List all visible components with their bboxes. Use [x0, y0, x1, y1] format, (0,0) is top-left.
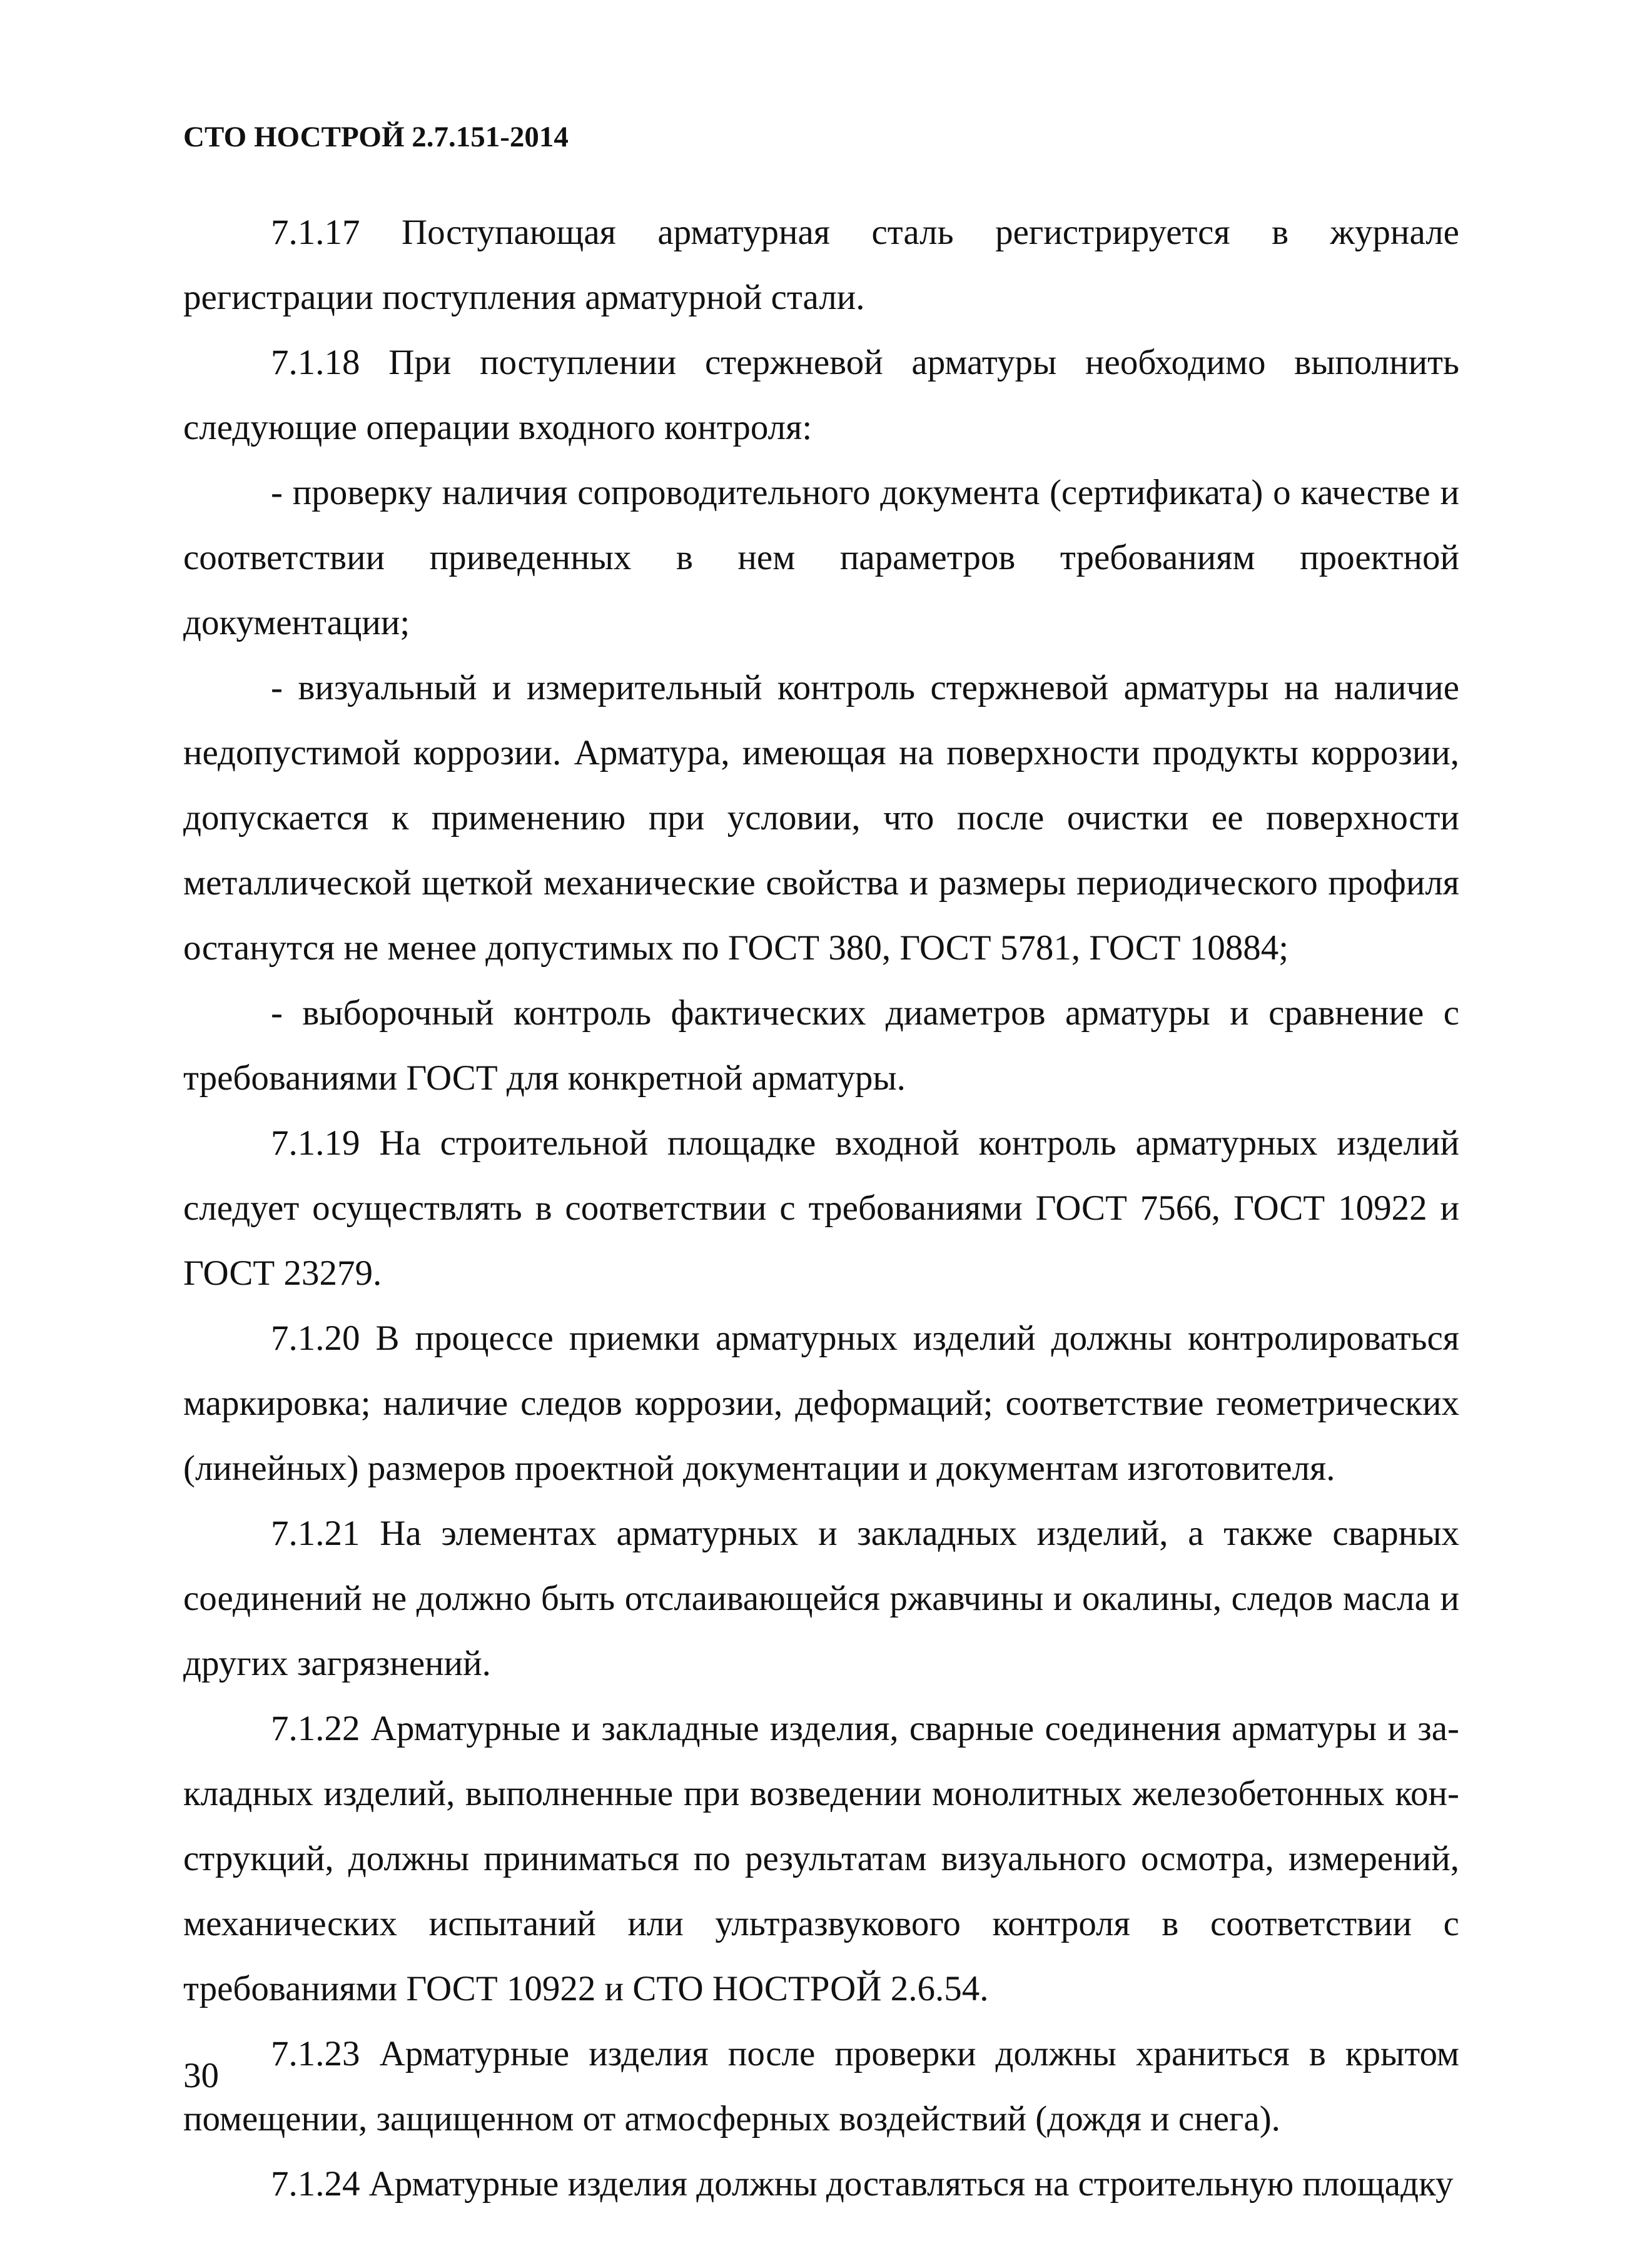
document-header: СТО НОСТРОЙ 2.7.151-2014 [183, 121, 569, 153]
paragraph-7-1-17: 7.1.17 Поступающая арматурная сталь регистрируется в журнале регистрации поступления арматурной стали. [183, 213, 1459, 317]
page-number: 30 [183, 2056, 219, 2095]
list-item-visual-control: - визуальный и измерительный контроль стержневой арматуры на наличие недопустимой коррозии. Арматура, имеющая на поверхности продукты коррозии, допускается к применению при условии, что после очистки ее поверхности металлической щеткой механические свойства и размеры периодического профиля останутся не менее допустимых по ГОСТ 380, ГОСТ 5781, ГОСТ 10884; [183, 668, 1459, 968]
paragraph-7-1-19: 7.1.19 На строительной площадке входной контроль арматурных изделий следует осуществлять в соответствии с требованиями ГОСТ 7566, ГОСТ 10922 и ГОСТ 23279. [183, 1123, 1459, 1293]
paragraph-7-1-23: 7.1.23 Арматурные изделия после проверки должны храниться в крытом помещении, защищенном от атмосферных воздействий (дождя и снега). [183, 2034, 1459, 2139]
paragraph-7-1-22: 7.1.22 Арматурные и закладные изделия, сварные соединения арматуры и закладных изделий, выполненные при возведении монолитных железобетонных конструкций, должны приниматься по результатам визуального осмотра, измерений, механических испытаний или ультразвукового контроля в соответствии с требованиями ГОСТ 10922 и СТО НОСТРОЙ 2.6.54. [183, 1709, 1459, 2008]
list-item-diameter-control: - выборочный контроль фактических диаметров арматуры и сравнение с требованиями ГОСТ для конкретной арматуры. [183, 993, 1459, 1098]
paragraph-7-1-20: 7.1.20 В процессе приемки арматурных изделий должны контролироваться маркировка; наличие следов коррозии, деформаций; соответствие геометрических (линейных) размеров проектной документации и документам изготовителя. [183, 1319, 1459, 1488]
list-item-certificate-check: - проверку наличия сопроводительного документа (сертификата) о качестве и соответствии приведенных в нем параметров требованиям проектной документации; [183, 473, 1459, 642]
paragraph-7-1-21: 7.1.21 На элементах арматурных и закладных изделий, а также сварных соединений не должно быть отслаивающейся ржавчины и окалины, следов масла и других загрязнений. [183, 1514, 1459, 1683]
document-body [183, 200, 1459, 2217]
paragraph-7-1-24: 7.1.24 Арматурные изделия должны доставляться на строительную площадку [271, 2164, 1454, 2204]
paragraph-7-1-18: 7.1.18 При поступлении стержневой арматуры необходимо выполнить следующие операции входного контроля: [183, 343, 1459, 447]
